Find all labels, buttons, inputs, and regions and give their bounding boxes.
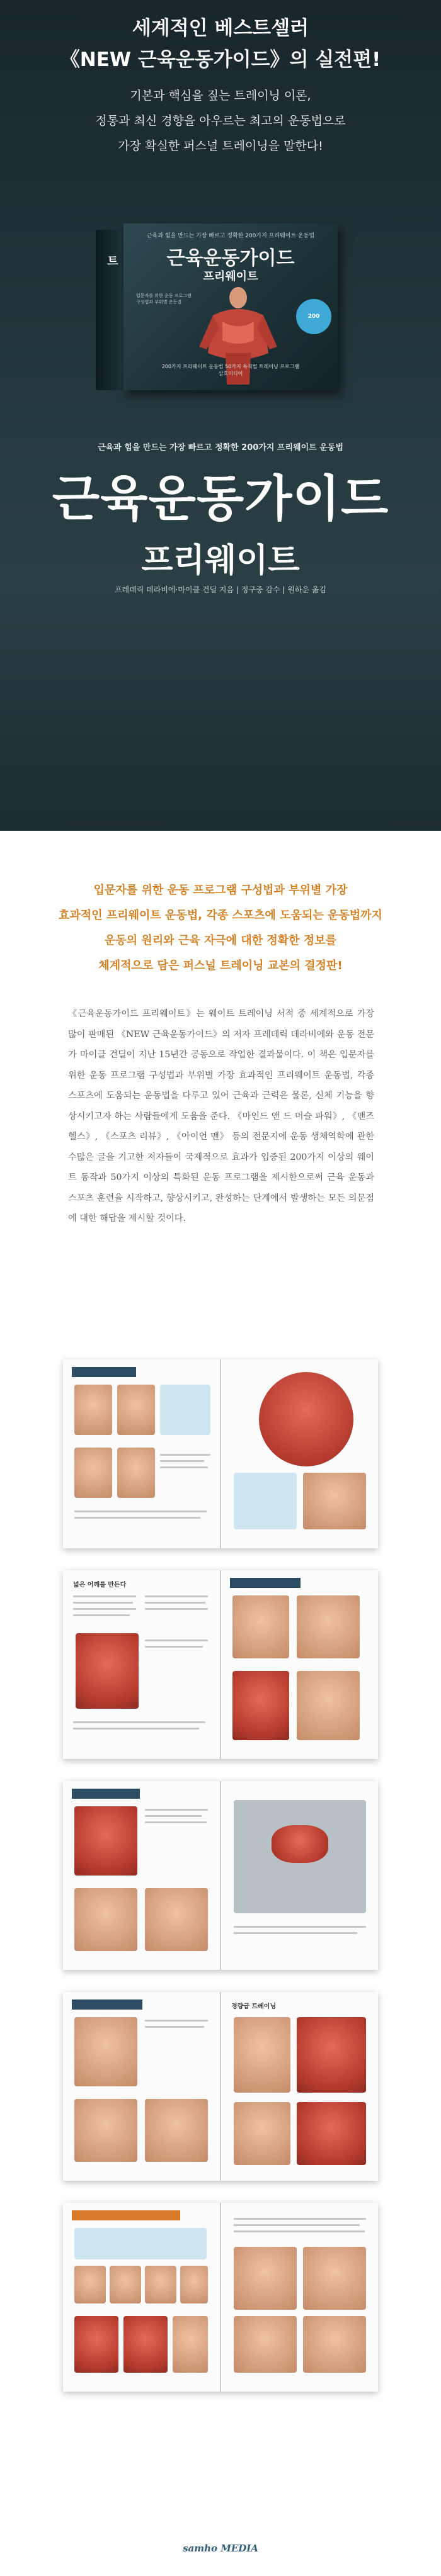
publisher-logo: samho MEDIA xyxy=(183,2543,258,2554)
text-line xyxy=(234,2218,366,2220)
exercise-photo xyxy=(145,2266,176,2303)
page-header-bar xyxy=(230,1578,301,1588)
exercise-photo xyxy=(180,2266,208,2303)
cover-publisher: 삼호미디어 xyxy=(218,371,243,376)
exercise-photo xyxy=(110,2266,141,2303)
text-line xyxy=(73,1614,130,1616)
exercise-photo xyxy=(303,2247,366,2310)
anatomy-illustration xyxy=(76,1633,139,1709)
text-line xyxy=(145,2026,204,2028)
text-line xyxy=(145,1815,202,1817)
sample-spread-3 xyxy=(63,1781,378,1970)
sample-spread-2 xyxy=(63,1570,378,1759)
intro-line: 효과적인 프리웨이트 운동법, 각종 스포츠에 도움되는 운동법까지 xyxy=(59,909,382,922)
text-line xyxy=(160,1460,204,1462)
text-line xyxy=(145,1608,208,1610)
sample-spread-5 xyxy=(63,2203,378,2392)
exercise-photo xyxy=(74,1888,137,1951)
text-line xyxy=(145,1602,205,1604)
anatomy-illustration xyxy=(259,1372,353,1466)
exercise-photo xyxy=(74,2017,137,2086)
anatomy-illustration xyxy=(123,2316,168,2373)
exercise-photo xyxy=(232,1595,289,1658)
exercise-photo xyxy=(74,2266,106,2303)
cover-bottom xyxy=(123,363,338,377)
text-line xyxy=(145,1595,208,1597)
authors-line: 프레데릭 데라비에·마이클 건딜 지음 | 정구중 감수 | 원하운 옮김 xyxy=(114,585,327,594)
book-description: 《근육운동가이드 프리웨이트》는 웨이트 트레이닝 서적 중 세계적으로 가장 많이 판매된 《NEW 근육운동가이드》의 저자 프레데릭 데라비에와 운동 전문가 마이클 건딜이 지난 15년간 공동으로 작업한 결과물이다. 이 책은 입문자를 위한 운동 프로그램 구성법과 부위별 가장 효과적인 프리웨이트 운동법, 각종 스포츠에 도움되는 운동법을 다루고 있어 근육과 근력은 물론, 신체 기능을 향상시키고자 하는 사람들에게 도움을 준다. 《마인드 앤 드 머슬 파워》, 《맨즈 헬스》, 《스포츠 리뷰》, 《아이언 맨》 등의 전문지에 운동 생체역학에 관한 수많은 글을 기고한 저자들이 국제적으로 효과가 입증된 200가지 이상의 웨이트 동작과 50가지 이상의 특화된 운동 프로그램을 제시한으로써 근육 운동과 스포츠 훈련을 시작하고, 향상시키고, 완성하는 단계에서 발생하는 모든 의문점에 대한 해답을 제시할 것이다. xyxy=(68,1009,374,1223)
hero-subtitle xyxy=(0,83,441,159)
text-line xyxy=(160,1466,208,1468)
page-header-bar xyxy=(72,2210,180,2220)
exercise-illustration xyxy=(234,1473,297,1529)
spread-page-right xyxy=(221,1359,378,1548)
book-image xyxy=(96,223,348,393)
text-line xyxy=(145,1646,203,1648)
exercise-photo xyxy=(303,1473,366,1529)
text-line xyxy=(145,1821,207,1823)
cover-subtitle: 프리웨이트 xyxy=(203,270,258,283)
spread-page-right xyxy=(221,1570,378,1759)
brand-subtitle: 프리웨이트 xyxy=(141,542,300,580)
book-cover xyxy=(123,223,338,390)
anatomy-illustration xyxy=(74,1806,137,1876)
exercise-illustration xyxy=(160,1385,210,1435)
text-line xyxy=(234,2224,360,2226)
book-spine-title: 트 xyxy=(105,255,118,266)
cover-tagline: 근육과 힘을 만드는 가장 빠르고 정확한 200가지 프리웨이트 운동법 xyxy=(146,233,315,239)
anatomy-illustration xyxy=(297,2102,366,2165)
text-line xyxy=(160,1454,210,1456)
cover-badge: 200 xyxy=(296,299,331,334)
sample-spread-1 xyxy=(63,1359,378,1548)
brand-title: 근육운동가이드 xyxy=(52,471,389,527)
program-table xyxy=(74,2228,207,2259)
spread-page-right xyxy=(221,2203,378,2392)
exercise-photo xyxy=(74,1385,112,1435)
spread-page-left xyxy=(63,1570,220,1759)
hero-sub-line: 기본과 핵심을 짚는 트레이닝 이론, xyxy=(130,89,311,103)
text-line xyxy=(73,1608,136,1610)
spread-heading: 넓은 어깨를 만든다 xyxy=(73,1582,127,1589)
text-line xyxy=(73,1595,136,1597)
exercise-photo xyxy=(117,1385,155,1435)
hero-title-line1: 세계적인 베스트셀러 xyxy=(132,17,309,40)
exercise-photo xyxy=(145,2099,208,2162)
text-line xyxy=(145,1640,208,1641)
highlighted-muscle xyxy=(272,1825,328,1863)
exercise-photo xyxy=(297,1595,360,1658)
hero-title-line2: 《NEW 근육운동가이드》의 실전편! xyxy=(60,48,381,71)
page-header-bar xyxy=(72,1367,136,1377)
hero-sub-line: 정통과 최신 경향을 아우르는 최고의 운동법으로 xyxy=(95,114,346,128)
text-line xyxy=(234,2230,365,2232)
intro-highlight xyxy=(0,878,441,979)
hero-title xyxy=(0,14,441,74)
exercise-photo xyxy=(74,2099,137,2162)
page-header-bar xyxy=(72,1999,142,2010)
text-line xyxy=(145,2020,208,2022)
exercise-photo xyxy=(74,1448,112,1498)
exercise-photo xyxy=(117,1448,155,1498)
cover-title: 근육운동가이드 xyxy=(166,247,295,269)
intro-line: 체계적으로 담은 퍼스널 트레이닝 교본의 결정판! xyxy=(98,959,343,972)
text-line xyxy=(234,1932,357,1934)
spread-page-left xyxy=(63,1359,220,1548)
spread-heading: 경량급 트레이닝 xyxy=(231,2003,277,2010)
text-line xyxy=(145,1809,208,1811)
exercise-photo xyxy=(234,2102,290,2165)
spread-page-left xyxy=(63,2203,220,2392)
spread-page-left xyxy=(63,1781,220,1970)
exercise-photo xyxy=(234,2017,290,2093)
intro-line: 운동의 원리와 근육 자극에 대한 정확한 정보를 xyxy=(105,934,336,947)
cover-bottom-line: 200가지 프리웨이트 운동법 50가지 특직별 트레이닝 프로그램 xyxy=(161,364,300,369)
anatomy-illustration xyxy=(74,2316,118,2373)
hero-banner xyxy=(0,0,441,831)
intro-line: 입문자를 위한 운동 프로그램 구성법과 부위별 가장 xyxy=(93,884,348,897)
cover-description: 입문자를 위한 운동 프로그램 구성법과 부위별 운동법 xyxy=(136,293,192,305)
text-line xyxy=(74,1510,207,1512)
spread-page-right xyxy=(221,1781,378,1970)
exercise-photo xyxy=(303,2316,366,2373)
exercise-photo xyxy=(234,2247,297,2310)
brand-tagline: 근육과 힘을 만드는 가장 빠르고 정확한 200가지 프리웨이트 운동법 xyxy=(98,443,343,453)
sample-spread-4 xyxy=(63,1992,378,2181)
text-line xyxy=(234,1926,366,1928)
anatomy-illustration xyxy=(297,2017,366,2093)
spread-page-right xyxy=(221,1992,378,2181)
exercise-photo xyxy=(173,2316,208,2373)
text-line xyxy=(74,1517,200,1519)
book-spine xyxy=(96,230,123,390)
exercise-photo xyxy=(297,1671,360,1740)
anatomy-illustration xyxy=(232,1671,289,1740)
hero-sub-line: 가장 확실한 퍼스널 트레이닝을 말한다! xyxy=(118,139,323,153)
spread-page-left xyxy=(63,1992,220,2181)
text-line xyxy=(73,1721,205,1723)
text-line xyxy=(73,1602,133,1604)
exercise-photo xyxy=(234,2316,297,2373)
page-header-bar xyxy=(72,1789,140,1799)
text-line xyxy=(73,1728,199,1730)
exercise-photo xyxy=(145,1888,208,1951)
